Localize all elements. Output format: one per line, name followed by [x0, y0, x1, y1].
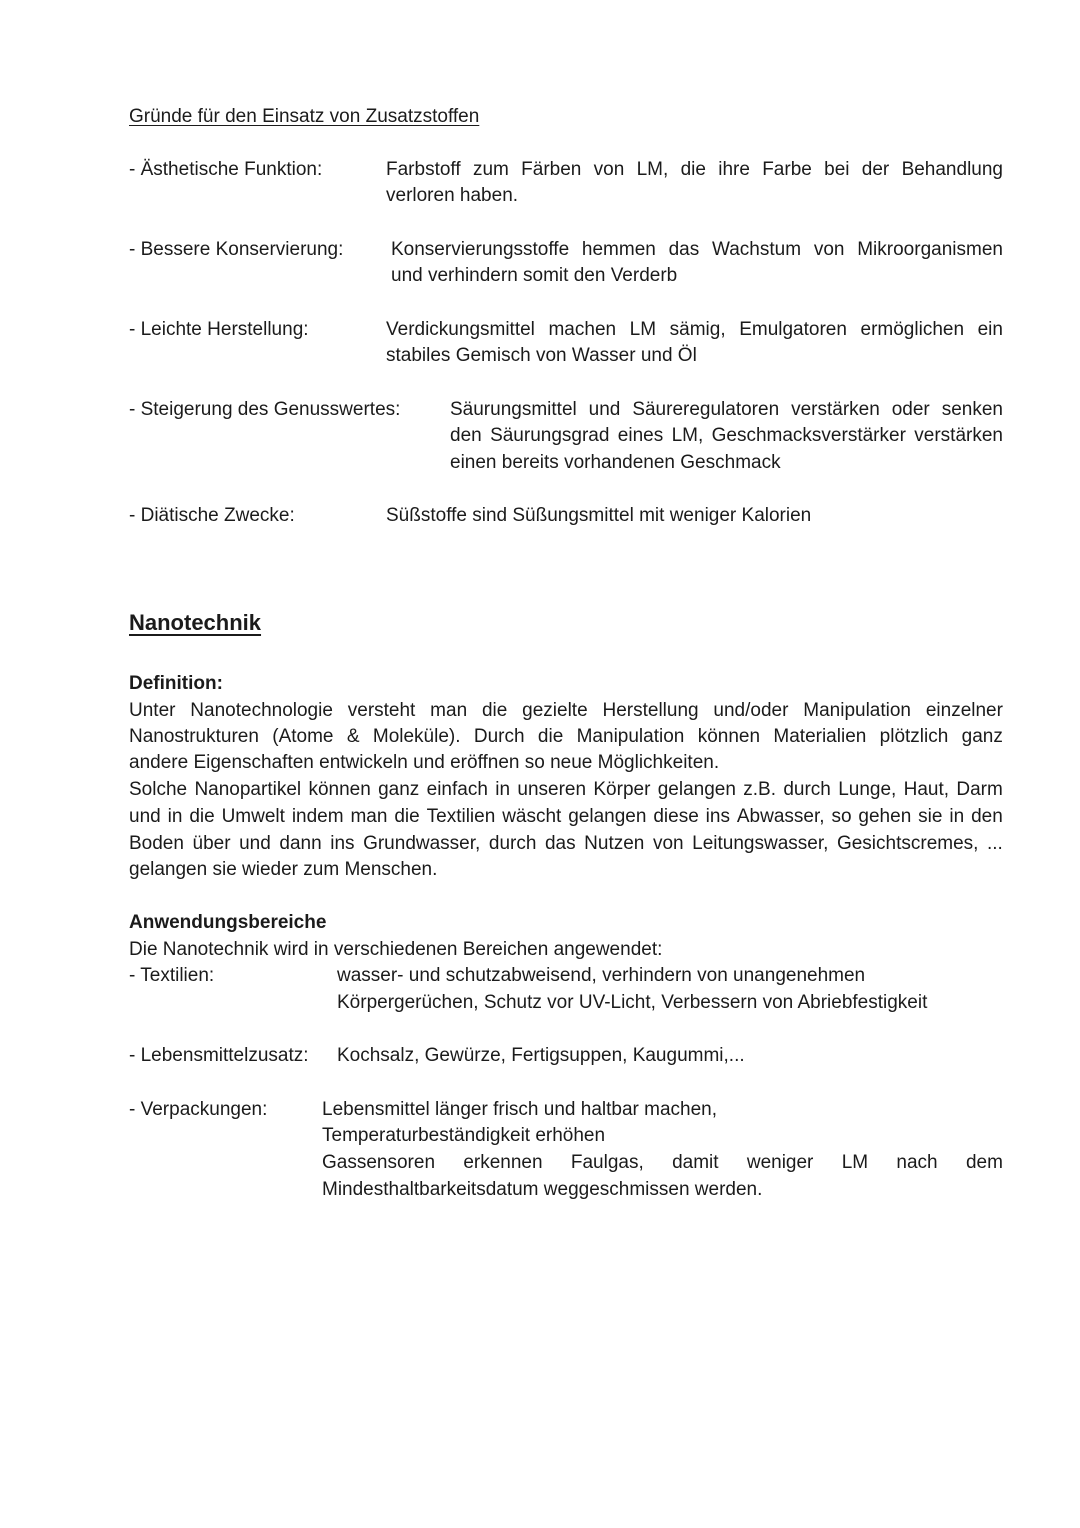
area-text-line: Kochsalz, Gewürze, Fertigsuppen, Kaugummi,... — [337, 1045, 745, 1066]
definition-heading: Definition: — [129, 673, 223, 694]
item-text-line: einen bereits vorhandenen Geschmack — [450, 452, 781, 473]
anwendung-intro: Die Nanotechnik wird in verschiedenen Bereichen angewendet: — [129, 939, 663, 960]
section-heading: Gründe für den Einsatz von Zusatzstoffen — [129, 106, 480, 127]
area-text-line: Körpergerüchen, Schutz vor UV-Licht, Verbessern von Abriebfestigkeit — [337, 992, 928, 1013]
item-text-line: stabiles Gemisch von Wasser und Öl — [386, 345, 697, 366]
nanotechnik-title: Nanotechnik — [129, 610, 262, 635]
area-text-line: wasser- und schutzabweisend, verhindern von unangenehmen — [337, 965, 866, 986]
area-label-textiles: - Textilien: — [129, 965, 215, 986]
definition-line: andere Eigenschaften entwickeln und eröffnen so neue Möglichkeiten. — [129, 752, 720, 773]
item-label-aesthetic: - Ästhetische Funktion: — [129, 159, 323, 180]
item-text-line: Verdickungsmittel machen LM sämig, Emulgatoren ermöglichen ein — [386, 319, 1003, 340]
item-label-taste: - Steigerung des Genusswertes: — [129, 399, 401, 420]
area-text-line: Lebensmittel länger frisch und haltbar machen, — [322, 1099, 718, 1120]
definition-line: Unter Nanotechnologie versteht man die gezielte Herstellung und/oder Manipulation einzelner — [129, 700, 1003, 721]
item-text-line: den Säurungsgrad eines LM, Geschmacksverstärker verstärken — [450, 425, 1003, 446]
item-text-line: und verhindern somit den Verderb — [391, 265, 678, 286]
area-text-line: Temperaturbeständigkeit erhöhen — [322, 1125, 606, 1146]
area-label-packaging: - Verpackungen: — [129, 1099, 268, 1120]
definition-line: und in die Umwelt indem man die Textilien wäscht gelangen diese ins Abwasser, so gehen sie in den — [129, 806, 1003, 827]
definition-line: Nanostrukturen (Atome & Moleküle). Durch die Manipulation können Materialien plötzlich ganz — [129, 726, 1003, 747]
definition-line: Boden über und dann ins Grundwasser, durch das Nutzen von Leitungswasser, Gesichtscremes, ... — [129, 833, 1003, 854]
item-label-conservation: - Bessere Konservierung: — [129, 239, 344, 260]
anwendung-heading: Anwendungsbereiche — [129, 912, 327, 933]
item-text-line: Konservierungsstoffe hemmen das Wachstum von Mikroorganismen — [391, 239, 1003, 260]
definition-line: gelangen sie wieder zum Menschen. — [129, 859, 438, 880]
item-label-diet: - Diätische Zwecke: — [129, 505, 295, 526]
area-text-line: Gassensoren erkennen Faulgas, damit weniger LM nach dem — [322, 1152, 1003, 1173]
item-text-line: Farbstoff zum Färben von LM, die ihre Farbe bei der Behandlung — [386, 159, 1003, 180]
item-text-line: verloren haben. — [386, 185, 519, 206]
item-text-line: Süßstoffe sind Süßungsmittel mit weniger Kalorien — [386, 505, 812, 526]
item-label-production: - Leichte Herstellung: — [129, 319, 309, 340]
definition-line: Solche Nanopartikel können ganz einfach in unseren Körper gelangen z.B. durch Lunge, Haut, Darm — [129, 779, 1003, 800]
area-text-line: Mindesthaltbarkeitsdatum weggeschmissen werden. — [322, 1179, 763, 1200]
item-text-line: Säurungsmittel und Säureregulatoren verstärken oder senken — [450, 399, 1003, 420]
area-label-food-additive: - Lebensmittelzusatz: — [129, 1045, 309, 1066]
